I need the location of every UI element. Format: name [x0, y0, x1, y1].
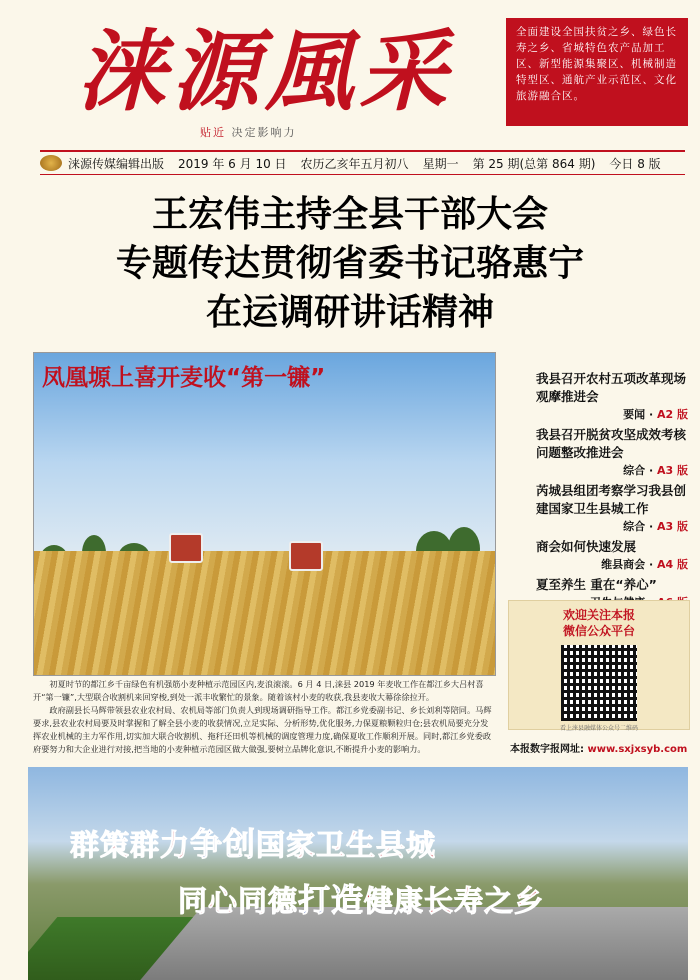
page-count: 今日 8 版 — [609, 156, 661, 171]
index-title: 我县召开农村五项改革现场观摩推进会 — [536, 371, 687, 404]
banner-text: 同心同德 — [178, 884, 299, 918]
combine-harvester-icon — [289, 541, 323, 571]
masthead-red-box: 全面建设全国扶贫之乡、绿色长寿之乡、省城特色农产品加工区、新型能源集聚区、机械制造特型区、通航产业示范区、文化旅游融合区。 — [506, 18, 688, 126]
info-bar — [40, 150, 685, 175]
index-section: 综合 · — [623, 520, 657, 533]
banner-line-1 — [70, 819, 436, 865]
index-page: A3 版 — [657, 520, 688, 533]
index-item[interactable] — [508, 370, 688, 424]
qr-caption: 看上涞县融媒体公众号二维码 — [559, 725, 638, 732]
masthead — [0, 0, 700, 142]
index-section: 维县商会 · — [601, 558, 657, 571]
combine-harvester-icon — [169, 533, 203, 563]
newspaper-title: 涞源風采 — [76, 19, 453, 123]
qr-heading-1: 欢迎关注本报 — [562, 608, 635, 622]
headline-line-1: 王宏伟主持全县干部大会 — [151, 194, 548, 235]
date: 2019 年 6 月 10 日 — [178, 156, 287, 171]
weekday: 星期一 — [422, 156, 459, 171]
site-url[interactable]: www.sxjxsyb.com — [587, 744, 688, 755]
index-title: 商会如何快速发展 — [536, 539, 637, 554]
index-title: 我县召开脱贫攻坚成效考核问题整改推进会 — [536, 427, 687, 460]
publisher-logo-icon — [40, 155, 62, 171]
story-index — [508, 370, 688, 614]
banner-line-2 — [178, 875, 544, 921]
lunar-date: 农历乙亥年五月初八 — [300, 156, 409, 171]
feature-article — [33, 678, 494, 756]
feature-photo[interactable] — [33, 352, 496, 676]
index-page: A2 版 — [657, 408, 688, 421]
slogan-part-b: 决定影响力 — [231, 126, 297, 139]
index-section: 综合 · — [623, 464, 657, 477]
headline-line-3: 在运调研讲话精神 — [205, 292, 494, 333]
banner-text: 国家卫生县城 — [256, 828, 437, 862]
banner-text: 健康长寿之乡 — [364, 884, 545, 918]
index-title: 芮城县组团考察学习我县创建国家卫生县城工作 — [536, 483, 687, 516]
banner-text-highlight: 打造 — [298, 881, 365, 919]
index-item[interactable] — [508, 538, 688, 574]
main-headline[interactable] — [0, 190, 700, 337]
feature-title: 凤凰塬上喜开麦收“第一镰” — [42, 365, 326, 391]
article-paragraph: 初夏时节的都江乡千亩绿色有机强筋小麦种植示范园区内,麦浪滚滚。6 月 4 日,涞县 2019 年麦收工作在都江乡大吕村喜开“第一镰”,大型联合收割机来回穿梭,到处一派丰收繁忙的景象。随着该村小麦的收获,我县麦收大幕徐徐拉开。 — [33, 679, 484, 702]
wechat-panel — [508, 600, 690, 730]
index-title: 夏至养生 重在“养心” — [536, 577, 657, 592]
qr-heading-2: 微信公众平台 — [562, 624, 635, 638]
index-section: 要闻 · — [623, 408, 657, 421]
wheat-field — [34, 551, 495, 675]
bottom-banner — [28, 767, 688, 980]
index-page: A4 版 — [657, 558, 688, 571]
publisher: 涞源传媒编辑出版 — [68, 156, 165, 171]
index-page: A3 版 — [657, 464, 688, 477]
headline-line-2: 专题传达贯彻省委书记骆惠宁 — [115, 243, 584, 284]
issue-number: 第 25 期(总第 864 期) — [472, 156, 596, 171]
masthead-slogan — [200, 124, 297, 140]
index-item[interactable] — [508, 482, 688, 536]
site-label: 本报数字报网址: — [510, 744, 584, 755]
article-paragraph: 政府副县长马辉带领县农业农村局、农机局等部门负责人到现场调研指导工作。都江乡党委副书记、乡长刘利等陪同。马辉要求,县农业农村局要及时掌握和了解全县小麦的收获情况,立足实际、分析形势,优化服务,力保夏粮颗粒归仓;县农机局要充分发挥农业机械的主力军作用,切实加大联合收割机、拖秆还田机等机械的调度管理力度,确保夏收工作顺利开展。同时,都江乡党委政府要努力和大企业进行对接,把当地的小麦种植示范园区做大做强,要树立品牌化意识,不断提升小麦的影响力。 — [33, 705, 492, 754]
banner-text: 群策群力 — [70, 828, 191, 862]
index-item[interactable] — [508, 426, 688, 480]
qr-code-icon[interactable] — [561, 645, 637, 721]
slogan-part-a: 贴近 — [200, 126, 226, 139]
digital-edition — [510, 740, 687, 755]
banner-text-highlight: 争创 — [190, 825, 257, 863]
